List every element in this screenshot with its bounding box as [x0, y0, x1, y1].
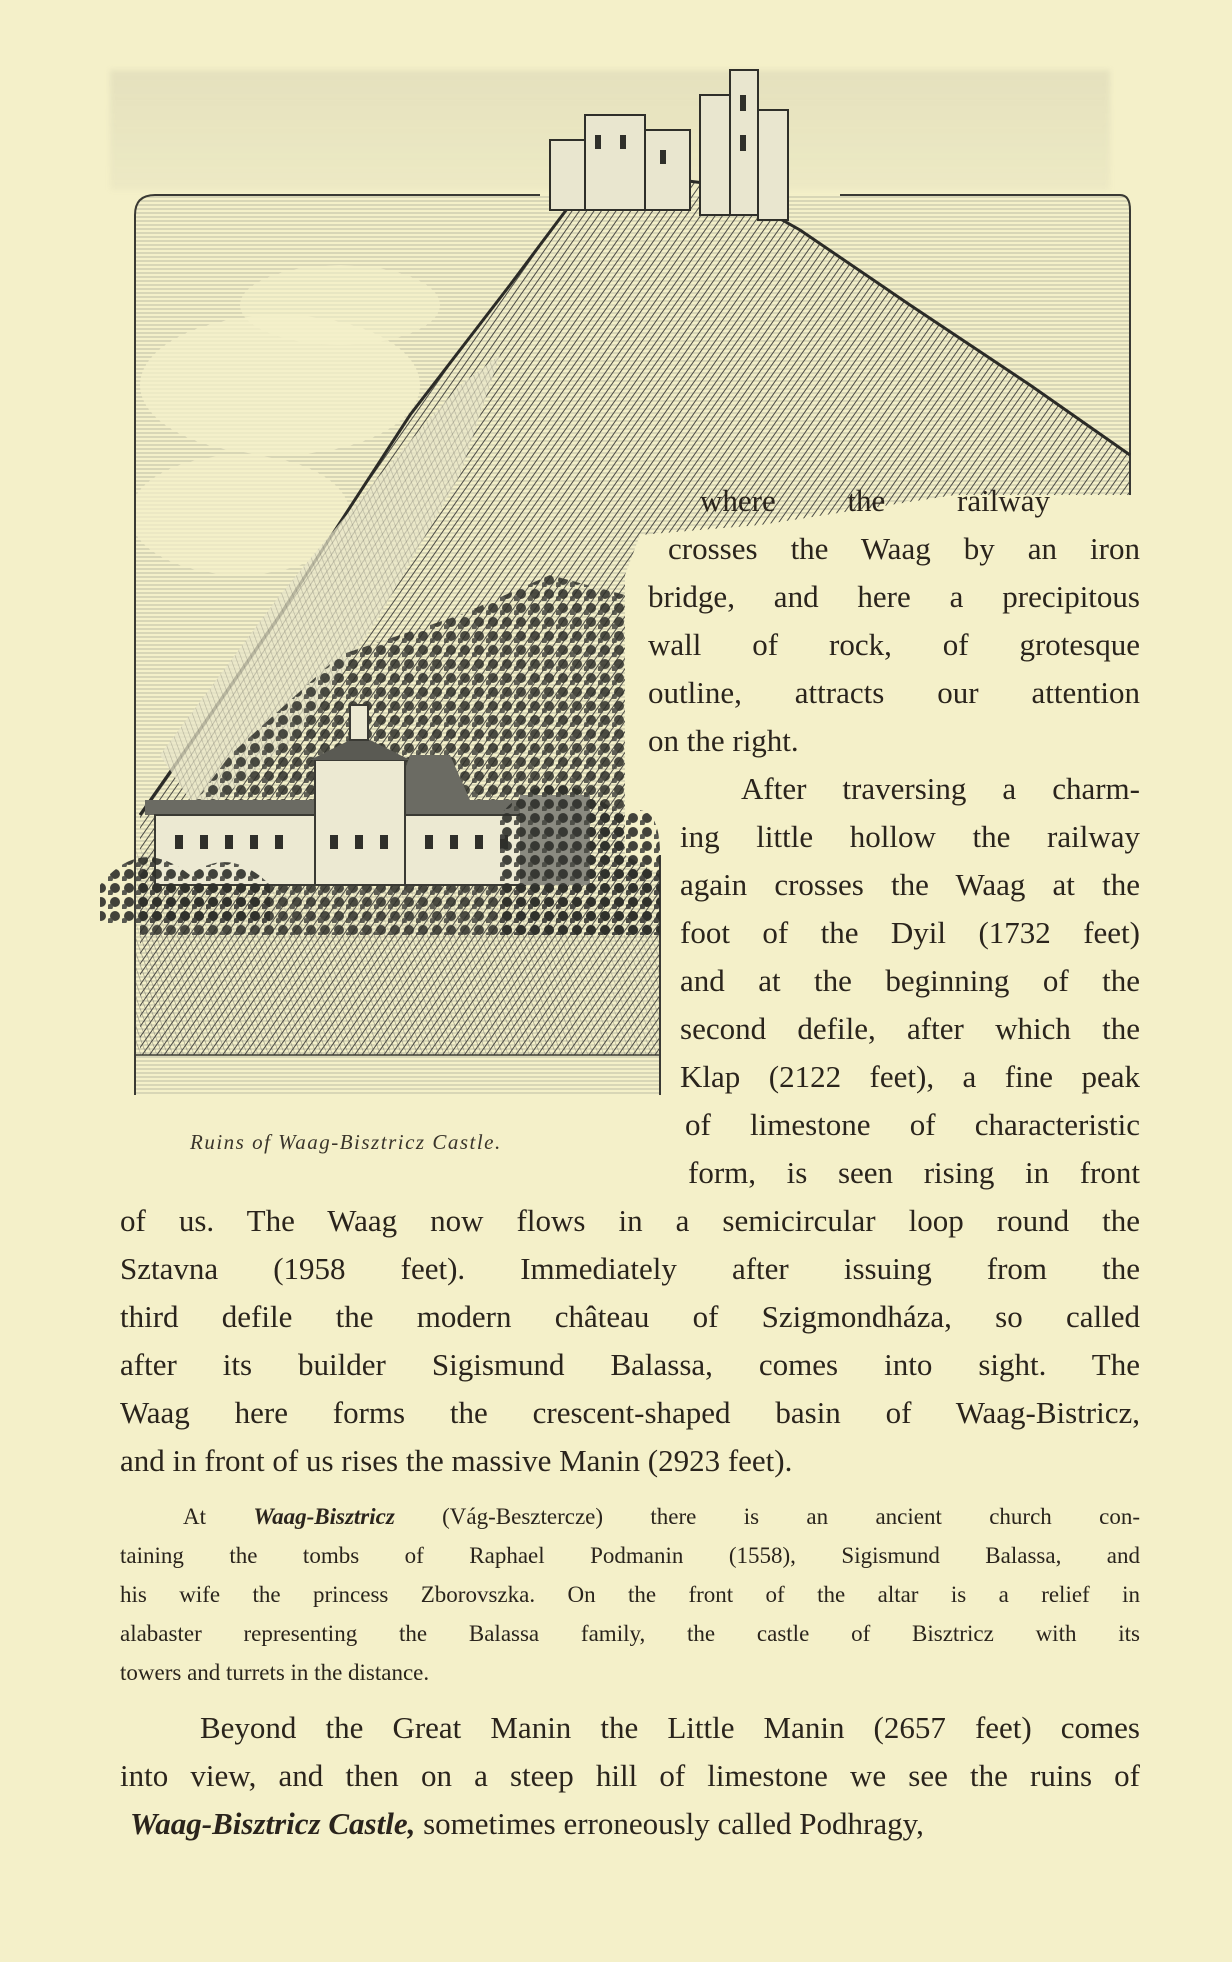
text-line: outline, attracts our attention [648, 675, 1140, 710]
text-line: Beyond the Great Manin the Little Manin (2657 feet) comes [200, 1710, 1140, 1745]
text-line: form, is seen rising in front [688, 1155, 1140, 1190]
text-line: of us. The Waag now flows in a semicircular loop round the [120, 1203, 1140, 1238]
text-line: again crosses the Waag at the [680, 867, 1140, 902]
text-line: Sztavna (1958 feet). Immediately after issuing from the [120, 1251, 1140, 1286]
text-line: Klap (2122 feet), a fine peak [680, 1059, 1140, 1094]
note-line: towers and turrets in the distance. [120, 1660, 430, 1685]
note-line: his wife the princess Zborovszka. On the front of the altar is a relief in [120, 1582, 1140, 1607]
text-line: into view, and then on a steep hill of limestone we see the ruins of [120, 1758, 1140, 1793]
text-line: wall of rock, of grotesque [648, 627, 1140, 662]
text-line [130, 1805, 1140, 1843]
text-line: and in front of us rises the massive Manin (2923 feet). [120, 1443, 793, 1478]
text-line: on the right. [648, 723, 799, 758]
note-place: Waag-Bisztricz [253, 1504, 395, 1529]
note-prefix: At [183, 1504, 254, 1529]
closing-line3-rest: sometimes erroneously called Podhragy, [415, 1806, 924, 1841]
text-line: bridge, and here a precipitous [648, 579, 1140, 614]
text-line: ing little hollow the railway [680, 819, 1140, 854]
note-line: alabaster representing the Balassa family, the castle of Bisztricz with its [120, 1621, 1140, 1646]
castle-name-italic: Waag-Bisztricz Castle, [130, 1806, 416, 1841]
text-line: where the railway [700, 483, 1050, 518]
text-line: after its builder Sigismund Balassa, comes into sight. The [120, 1347, 1140, 1382]
figure-caption: Ruins of Waag-Bisztricz Castle. [190, 1130, 502, 1154]
text-line: second defile, after which the [680, 1011, 1140, 1046]
text-line: After traversing a charm- [741, 771, 1140, 806]
text-line: foot of the Dyil (1732 feet) [680, 915, 1140, 950]
text-line: Waag here forms the crescent-shaped basin of Waag-Bistricz, [120, 1395, 1140, 1430]
note-line: taining the tombs of Raphael Podmanin (1558), Sigismund Balassa, and [120, 1543, 1140, 1568]
note-line1-rest: (Vág-Besztercze) there is an ancient church con- [394, 1504, 1140, 1529]
text-line: crosses the Waag by an iron [668, 531, 1140, 566]
text-line: and at the beginning of the [680, 963, 1140, 998]
note-line [183, 1497, 1140, 1536]
text-line: of limestone of characteristic [685, 1107, 1140, 1142]
text-line: third defile the modern château of Szigmondháza, so called [120, 1299, 1140, 1334]
